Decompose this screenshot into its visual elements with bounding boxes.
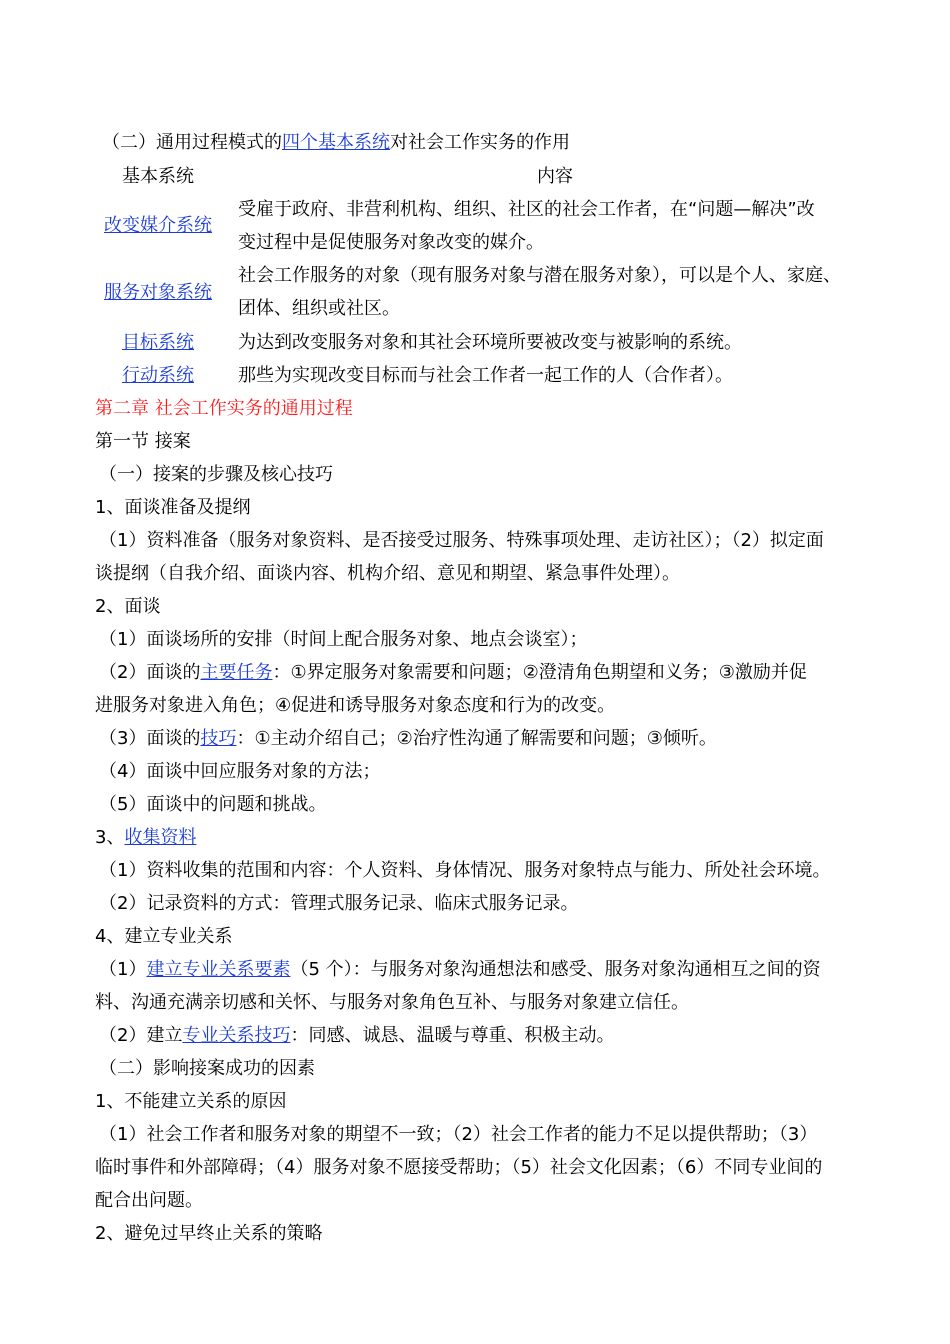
item4-1-suffix: （5 个）：与服务对象沟通想法和感受、服务对象沟通相互之间的资: [290, 959, 821, 980]
item2-title: 2、面谈: [95, 596, 161, 617]
section-two-suffix: 对社会工作实务的作用: [390, 132, 570, 153]
item2-1: （1）面谈场所的安排（时间上配合服务对象、地点会谈室）；: [99, 629, 588, 650]
skills-link[interactable]: 技巧: [200, 728, 237, 749]
item2-3-suffix: ：①主动介绍自己；②治疗性沟通了解需要和问题；③倾听。: [236, 728, 717, 749]
system-change-agent-desc-2: 变过程中是促使服务对象改变的媒介。: [238, 232, 544, 253]
factor1-line-3: 配合出问题。: [95, 1190, 203, 1211]
relationship-elements-link[interactable]: 建立专业关系要素: [146, 959, 291, 980]
system-action-link[interactable]: 行动系统: [122, 365, 194, 386]
chapter-title: 第二章 社会工作实务的通用过程: [95, 398, 353, 419]
section-two-prefix: （二）通用过程模式的: [102, 132, 282, 153]
item1-line-2: 谈提纲（自我介绍、面谈内容、机构介绍、意见和期望、紧急事件处理）。: [95, 563, 680, 584]
system-target-desc: 为达到改变服务对象和其社会环境所要被改变与被影响的系统。: [238, 332, 742, 353]
item1-title: 1、面谈准备及提纲: [95, 497, 251, 518]
table-header-content: 内容: [537, 166, 573, 187]
system-client-desc-2: 团体、组织或社区。: [238, 298, 400, 319]
item4-2-prefix: （2）建立: [99, 1025, 183, 1046]
sub-heading-two: （二）影响接案成功的因素: [99, 1058, 315, 1079]
factor1-title: 1、不能建立关系的原因: [95, 1091, 287, 1112]
item2-5: （5）面谈中的问题和挑战。: [99, 794, 327, 815]
system-change-agent-link[interactable]: 改变媒介系统: [104, 215, 212, 236]
item2-3-prefix: （3）面谈的: [99, 728, 201, 749]
table-header-name: 基本系统: [122, 166, 194, 187]
section-one-title: 第一节 接案: [95, 431, 191, 452]
system-client-link[interactable]: 服务对象系统: [104, 282, 212, 303]
relationship-skills-link[interactable]: 专业关系技巧: [182, 1025, 291, 1046]
item4-2-suffix: ：同感、诚恳、温暖与尊重、积极主动。: [290, 1025, 615, 1046]
item3-2: （2）记录资料的方式：管理式服务记录、临床式服务记录。: [99, 893, 579, 914]
main-tasks-link[interactable]: 主要任务: [200, 662, 273, 683]
item2-2-line-2: 进服务对象进入角色；④促进和诱导服务对象态度和行为的改变。: [95, 695, 616, 716]
system-action-desc: 那些为实现改变目标而与社会工作者一起工作的人（合作者）。: [238, 365, 733, 386]
item4-1-line-2: 料、沟通充满亲切感和关怀、与服务对象角色互补、与服务对象建立信任。: [95, 992, 689, 1013]
four-systems-link[interactable]: 四个基本系统: [282, 132, 390, 153]
item2-2-suffix: ：①界定服务对象需要和问题；②澄清角色期望和义务；③激励并促: [272, 662, 807, 683]
item4-1: [99, 958, 879, 982]
collect-data-link[interactable]: 收集资料: [124, 827, 197, 848]
item4-title: 4、建立专业关系: [95, 926, 233, 947]
factor1-line-2: 临时事件和外部障碍；（4）服务对象不愿接受帮助；（5）社会文化因素；（6）不同专业间的: [95, 1157, 823, 1178]
item1-line-1: （1）资料准备（服务对象资料、是否接受过服务、特殊事项处理、走访社区）；（2）拟定面: [99, 530, 824, 551]
factor2-title: 2、避免过早终止关系的策略: [95, 1223, 323, 1244]
item2-3: [99, 727, 879, 751]
item2-2-prefix: （2）面谈的: [99, 662, 201, 683]
sub-heading-one: （一）接案的步骤及核心技巧: [99, 464, 333, 485]
item4-2: [99, 1024, 879, 1048]
item4-1-prefix: （1）: [99, 959, 147, 980]
item2-4: （4）面谈中回应服务对象的方法；: [99, 761, 381, 782]
system-target-link[interactable]: 目标系统: [122, 332, 194, 353]
system-client-desc-1: 社会工作服务的对象（现有服务对象与潜在服务对象），可以是个人、家庭、: [238, 265, 841, 286]
factor1-line-1: （1）社会工作者和服务对象的期望不一致；（2）社会工作者的能力不足以提供帮助；（3）: [99, 1124, 818, 1145]
item3-title: [95, 826, 875, 850]
section-two-heading: [102, 131, 882, 155]
item3-1: （1）资料收集的范围和内容：个人资料、身体情况、服务对象特点与能力、所处社会环境。: [99, 860, 831, 881]
item2-2: [99, 661, 879, 685]
system-change-agent-desc-1: 受雇于政府、非营利机构、组织、社区的社会工作者，在“问题—解决”改: [238, 199, 815, 220]
item3-prefix: 3、: [95, 827, 125, 848]
